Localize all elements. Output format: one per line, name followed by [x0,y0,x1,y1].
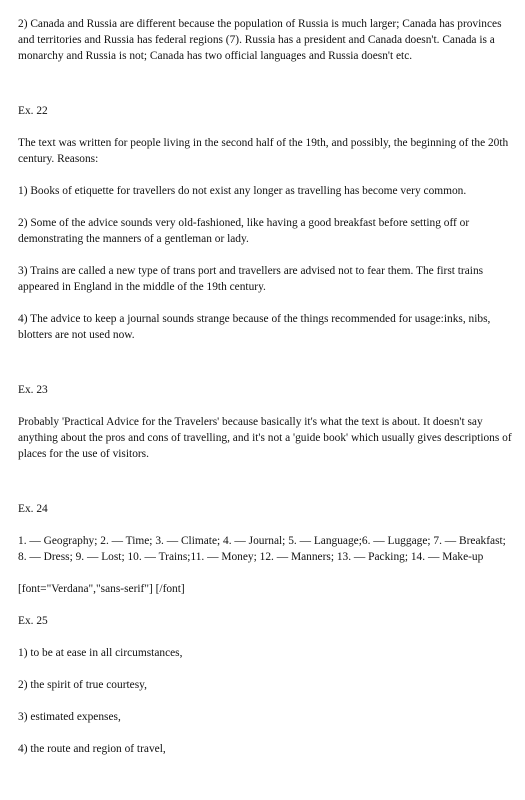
exercise-22-item-4: 4) The advice to keep a journal sounds strange because of the things recommended for usage:inks, nibs, blotters are not used now. [18,313,491,341]
exercise-22-item-3: 3) Trains are called a new type of trans port and travellers are advised not to fear them. The first trains appeared in England in the middle of the 19th century. [18,265,484,293]
exercise-25-heading: Ex. 25 [18,615,48,627]
exercise-22-item-2: 2) Some of the advice sounds very old-fashioned, like having a good breakfast before setting off or demonstrating the manners of a gentleman or lady. [18,217,470,245]
spacer [18,597,513,613]
spacer [18,398,513,414]
spacer [18,725,513,741]
spacer [18,295,513,311]
spacer [18,199,513,215]
exercise-25-item-3: 3) estimated expenses, [18,711,121,723]
exercise-24-heading: Ex. 24 [18,503,48,515]
spacer [18,64,513,103]
spacer [18,693,513,709]
font-tag-line: [font="Verdana","sans-serif"] [/font] [18,583,185,595]
spacer [18,119,513,135]
exercise-22-item-1: 1) Books of etiquette for travellers do not exist any longer as travelling has become very common. [18,185,467,197]
spacer [18,247,513,263]
exercise-22-heading: Ex. 22 [18,105,48,117]
exercise-25-item-4: 4) the route and region of travel, [18,743,166,755]
spacer [18,629,513,645]
spacer [18,462,513,501]
exercise-22-intro: The text was written for people living in the second half of the 19th, and possibly, the beginning of the 20th century. Reasons: [18,137,509,165]
exercise-24-body: 1. — Geography; 2. — Time; 3. — Climate; 4. — Journal; 5. — Language;6. — Luggage; 7. — Breakfast; 8. — Dress; 9. — Lost; 10. — Trains;11. — Money; 12. — Manners; 13. — Packing; 14. — Make-up [18,535,506,563]
document-page [18,16,513,757]
spacer [18,517,513,533]
exercise-25-item-1: 1) to be at ease in all circumstances, [18,647,183,659]
paragraph-canada-russia: 2) Canada and Russia are different because the population of Russia is much larger; Canada has provinces and territories and Russia has federal regions (7). Russia has a president and Canada doesn't. Canada is a monarchy and Russia is not; Canada has two official languages and Russia doesn't etc. [18,18,502,62]
exercise-23-body: Probably 'Practical Advice for the Travelers' because basically it's what the text is about. It doesn't say anything about the pros and cons of travelling, and it's not a 'guide book' which usually gives descriptions of places for the use of visitors. [18,416,512,460]
exercise-23-heading: Ex. 23 [18,384,48,396]
spacer [18,565,513,581]
spacer [18,343,513,382]
spacer [18,661,513,677]
exercise-25-item-2: 2) the spirit of true courtesy, [18,679,147,691]
spacer [18,167,513,183]
